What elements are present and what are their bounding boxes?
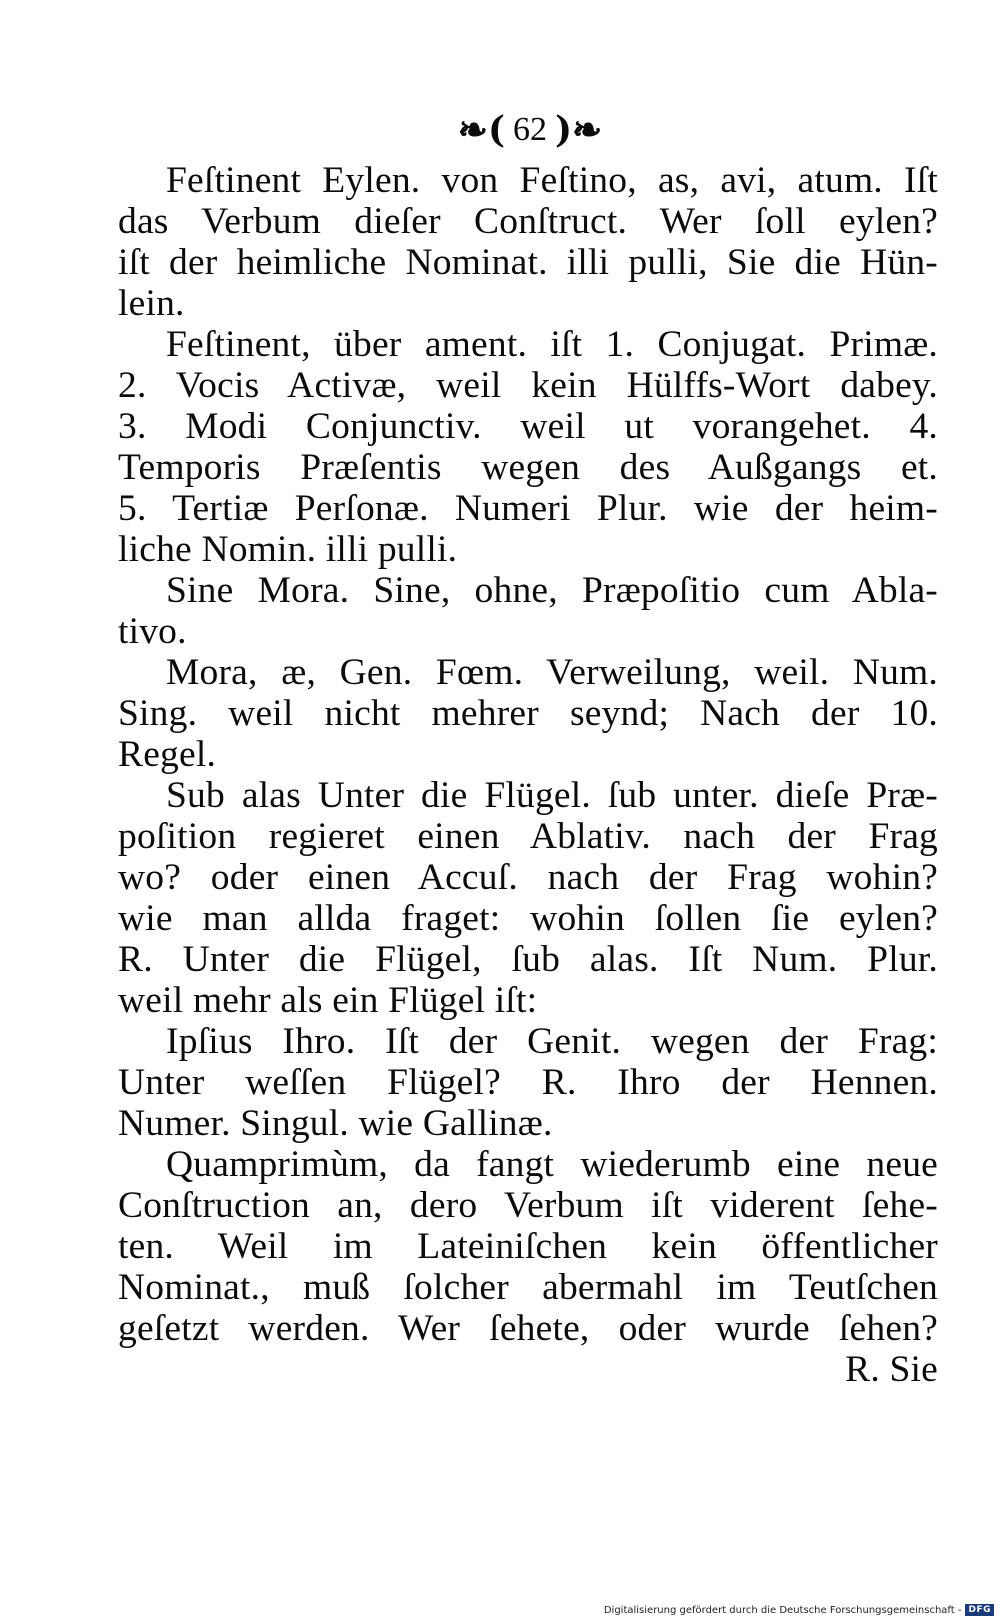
text-line: 2. Vocis Activæ, weil kein Hülffs-Wort dabey. <box>118 365 938 406</box>
text-line: lein. <box>118 283 185 324</box>
text-line: Feſtinent, über ament. iſt 1. Conjugat. Primæ. <box>166 324 938 365</box>
digitization-credit <box>604 1604 994 1616</box>
text-line: Feſtinent Eylen. von Feſtino, as, avi, atum. Iſt <box>166 160 938 201</box>
left-ornament: ❧( <box>457 109 505 151</box>
text-line: Sing. weil nicht mehrer seynd; Nach der 10. <box>118 693 938 734</box>
body-text <box>118 160 938 1390</box>
text-line: Temporis Præſentis wegen des Außgangs et. <box>118 447 938 488</box>
text-line: ten. Weil im Lateiniſchen kein öffentlicher <box>118 1226 938 1267</box>
text-line: R. Sie <box>845 1349 938 1390</box>
text-line: Quamprimùm, da fangt wiederumb eine neue <box>166 1144 938 1185</box>
text-line: Regel. <box>118 734 217 775</box>
text-line: Unter weſſen Flügel? R. Ihro der Hennen. <box>118 1062 938 1103</box>
text-line: R. Unter die Flügel, ſub alas. Iſt Num. Plur. <box>118 939 938 980</box>
text-line: liche Nomin. illi pulli. <box>118 529 458 570</box>
text-line: iſt der heimliche Nominat. illi pulli, Sie die Hün- <box>118 242 938 283</box>
text-line: Sub alas Unter die Flügel. ſub unter. dieſe Præ- <box>166 775 938 816</box>
text-line: 3. Modi Conjunctiv. weil ut vorangehet. 4. <box>118 406 938 447</box>
text-line: Nominat., muß ſolcher abermahl im Teutſchen <box>118 1267 938 1308</box>
text-line: Ipſius Ihro. Iſt der Genit. wegen der Frag: <box>166 1021 938 1062</box>
text-line: geſetzt werden. Wer ſehete, oder wurde ſehen? <box>118 1308 938 1349</box>
text-line: wie man allda fraget: wohin ſollen ſie eylen? <box>118 898 938 939</box>
dfg-logo: DFG <box>965 1604 994 1616</box>
text-line: Mora, æ, Gen. Fœm. Verweilung, weil. Num. <box>166 652 938 693</box>
text-line: tivo. <box>118 611 187 652</box>
text-line: weil mehr als ein Flügel iſt: <box>118 980 538 1021</box>
page-header <box>400 100 660 160</box>
right-ornament: )❧ <box>555 109 603 151</box>
text-line: Sine Mora. Sine, ohne, Præpoſitio cum Abla- <box>166 570 938 611</box>
page-number: 62 <box>513 111 547 148</box>
text-line: poſition regieret einen Ablativ. nach der Frag <box>118 816 938 857</box>
text-line: Numer. Singul. wie Gallinæ. <box>118 1103 553 1144</box>
credit-text: Digitalisierung gefördert durch die Deutsche Forschungsgemeinschaft - <box>603 1604 962 1616</box>
text-line: das Verbum dieſer Conſtruct. Wer ſoll eylen? <box>118 201 938 242</box>
text-line: Conſtruction an, dero Verbum iſt viderent ſehe- <box>118 1185 938 1226</box>
text-line: wo? oder einen Accuſ. nach der Frag wohin? <box>118 857 938 898</box>
text-line: 5. Tertiæ Perſonæ. Numeri Plur. wie der heim- <box>118 488 938 529</box>
